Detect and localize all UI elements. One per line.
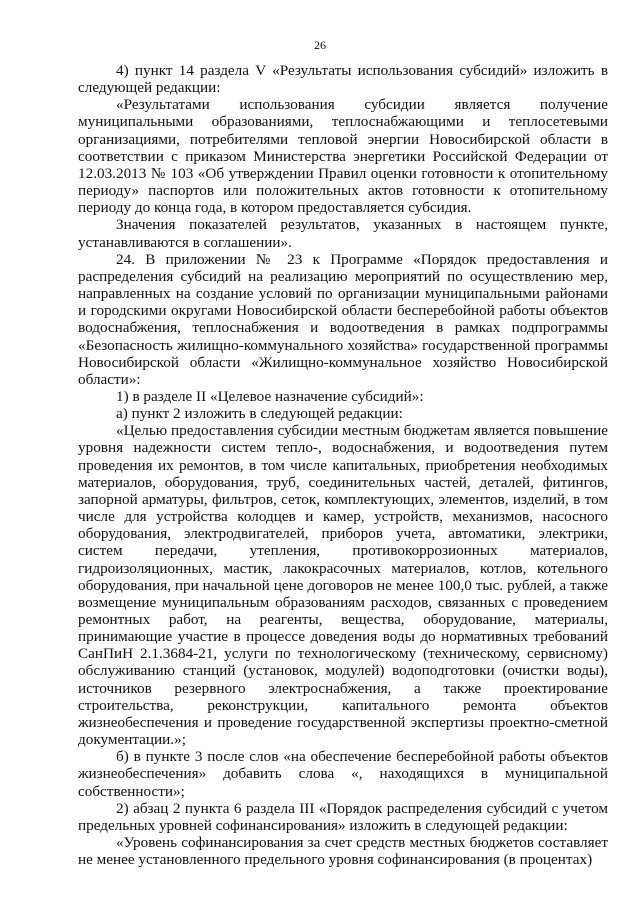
paragraph-cofinancing-level: «Уровень софинансирования за счет средств местных бюджетов составляет не менее установленного предельного уровня софинансирования (в процентах) — [78, 834, 608, 869]
paragraph-section-3: 2) абзац 2 пункта 6 раздела III «Порядок распределения субсидий с учетом предельных уровней софинансирования» изложить в следующей редакции: — [78, 799, 608, 834]
page-number: 26 — [314, 38, 326, 52]
paragraph-item-4: 4) пункт 14 раздела V «Результаты использования субсидий» изложить в следующей редакции: — [78, 62, 608, 97]
paragraph-subitem-a: а) пункт 2 изложить в следующей редакции: — [116, 405, 403, 423]
paragraph-subitem-b: б) в пункте 3 после слов «на обеспечение бесперебойной работы объектов жизнеобеспечения» добавить слова «, находящихся в муниципальной собственности»; — [78, 748, 608, 800]
paragraph-indicator-values: Значения показателей результатов, указанных в настоящем пункте, устанавливаются в соглашении». — [78, 216, 608, 251]
paragraph-section-2: 1) в разделе II «Целевое назначение субсидий»: — [116, 387, 424, 405]
paragraph-item-24: 24. В приложении № 23 к Программе «Порядок предоставления и распределения субсидий на реализацию мероприятий по осуществлению мер, направленных на создание условий по организации муниципальными районами и городскими округами Новосибирской области бесперебойной работы объектов водоснабжения, теплоснабжения и водоотведения в рамках подпрограммы «Безопасность жилищно-коммунального хозяйства» государственной программы Новосибирской области «Жилищно-коммунальное хозяйство Новосибирской области»: — [78, 250, 608, 388]
paragraph-results-definition: «Результатами использования субсидии является получение муниципальными образованиями, теплоснабжающими и теплосетевыми организациями, потребителями тепловой энергии Новосибирской области в соответствии с приказом Министерства энергетики Российской Федерации от 12.03.2013 № 103 «Об утверждении Правил оценки готовности к отопительному периоду» паспортов или положительных актов готовности к отопительному периоду до конца года, в котором предоставляется субсидия. — [78, 96, 608, 217]
paragraph-subsidy-purpose: «Целью предоставления субсидии местным бюджетам является повышение уровня надежности систем тепло-, водоснабжения, и водоотведения путем проведения их ремонтов, в том числе капитальных, приобретения необходимых материалов, оборудования, труб, соединительных частей, деталей, фитингов, запорной арматуры, фильтров, сеток, комплектующих, элементов, изделий, в том числе для устройства колодцев и камер, устройств, механизмов, насосного оборудования, электродвигателей, приборов учета, автоматики, электрики, систем передачи, утепления, противокоррозионных материалов, гидроизоляционных, мастик, лакокрасочных материалов, котлов, котельного оборудования, при начальной цене договоров не менее 100,0 тыс. рублей, а также возмещение муниципальным образованиям расходов, связанных с проведением ремонтных работ, на реагенты, вещества, оборудование, материалы, принимающие участие в процессе доведения воды до нормативных требований СанПиН 2.1.3684-21, услуги по технологическому (техническому, сервисному) обслуживанию станций (установок, модулей) водоподготовки (очистки воды), источников резервного электроснабжения, а также проектирование строительства, реконструкции, капитального ремонта объектов жизнеобеспечения и проведение государственной экспертизы проектно-сметной документации.»; — [78, 422, 608, 749]
document-body — [78, 62, 608, 868]
